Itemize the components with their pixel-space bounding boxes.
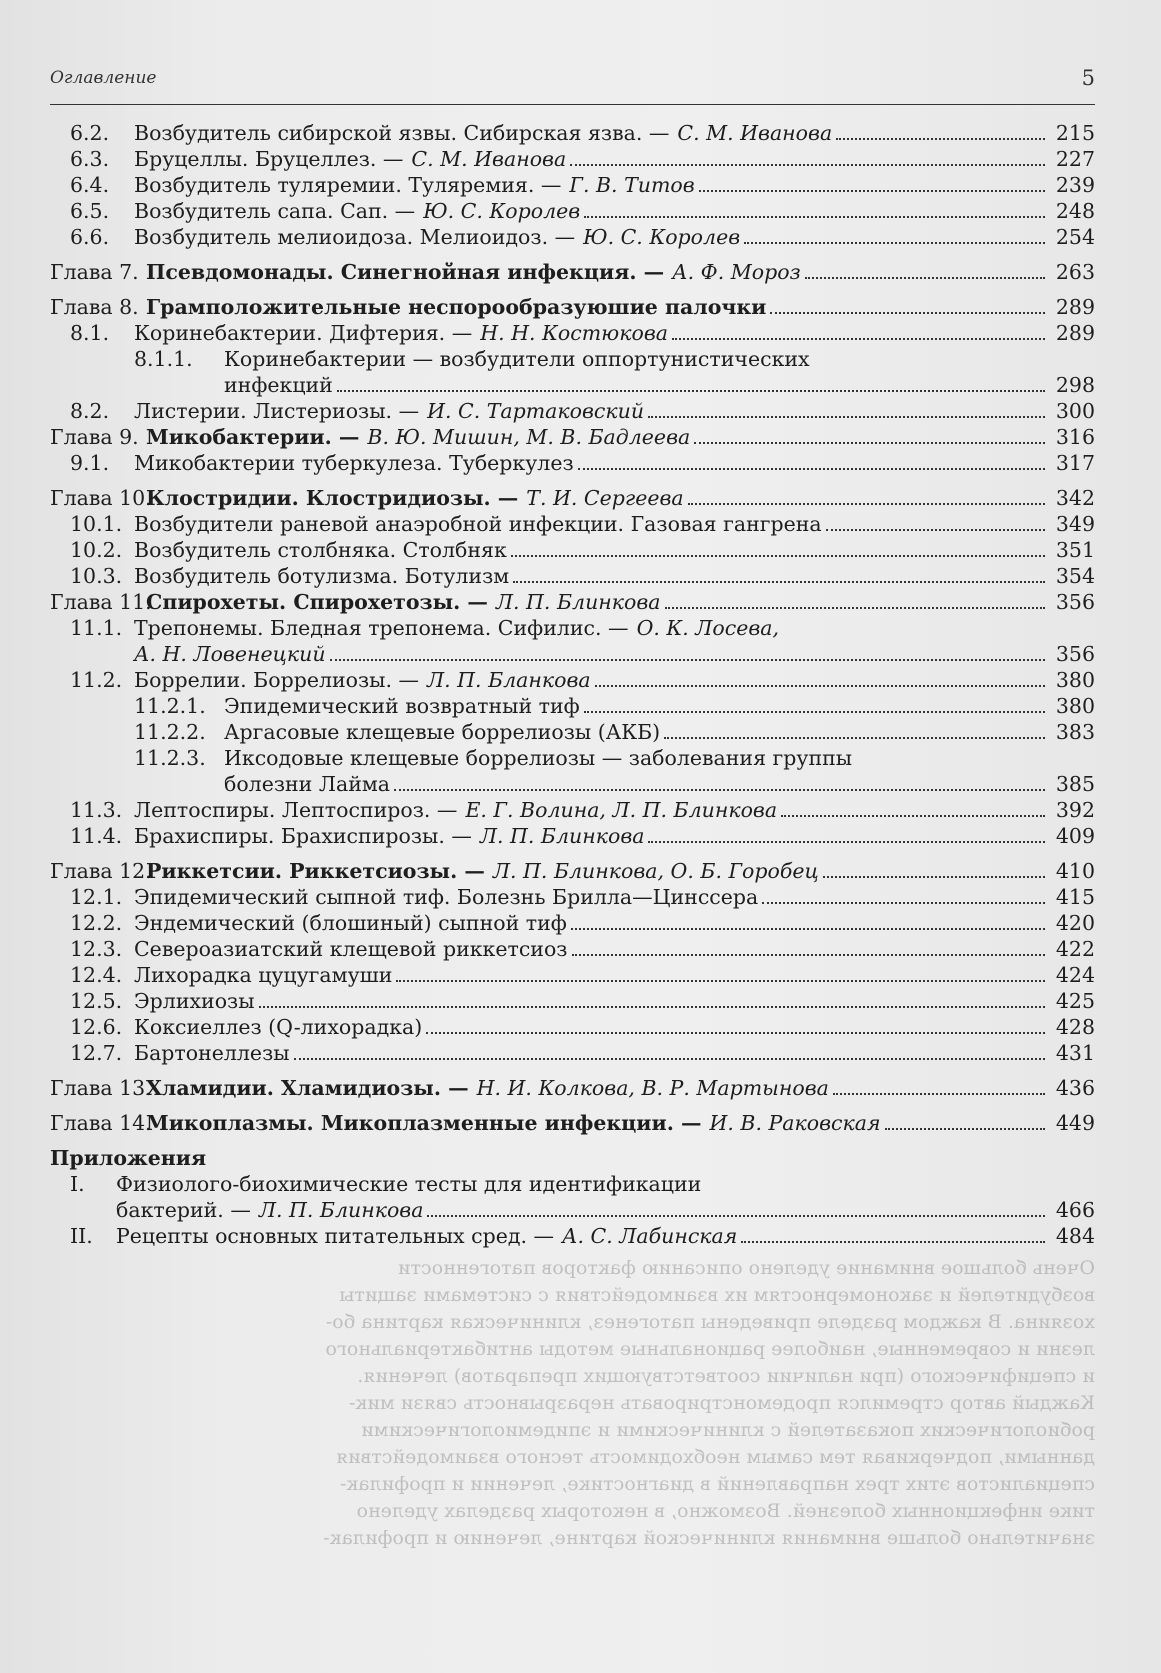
running-header-title: Оглавление	[50, 68, 157, 88]
entry-author: Л. П. Бланкова	[427, 668, 591, 692]
dot-leader	[833, 1092, 1045, 1095]
dot-leader	[330, 658, 1045, 661]
appendix-text: бактерий. —	[116, 1198, 251, 1222]
entry-title: Возбудитель ботулизма. Ботулизм	[134, 564, 510, 588]
entry-author: Н. И. Колкова, В. Р. Мартынова	[476, 1076, 829, 1100]
entry-page: 383	[1055, 720, 1095, 744]
toc-entry-row[interactable]	[50, 563, 1095, 589]
entry-number: Глава 10.	[50, 486, 152, 510]
entry-title: Лептоспиры. Лептоспироз. —	[134, 798, 458, 822]
entry-page: 289	[1055, 321, 1095, 345]
toc-entry-row[interactable]	[50, 450, 1095, 476]
toc-entry-row[interactable]	[50, 537, 1095, 563]
entry-title: Возбудитель туляремии. Туляремия. —	[134, 173, 562, 197]
entry-author: С. М. Иванова	[411, 147, 567, 171]
entry-title: Клостридии. Клостридиозы. —	[146, 486, 519, 510]
entry-number: 11.2.	[70, 668, 123, 692]
entry-title: Коринебактерии — возбудители оппортунистических	[224, 347, 810, 371]
dot-leader	[584, 710, 1045, 713]
entry-author: Н. Н. Костюкова	[480, 321, 668, 345]
entry-title: Возбудитель мелиоидоза. Мелиоидоз. —	[134, 225, 576, 249]
entry-author: В. Ю. Мишин, М. В. Бадлеева	[367, 425, 691, 449]
toc-entry-row[interactable]	[50, 511, 1095, 537]
entry-number: 6.3.	[70, 147, 110, 171]
table-of-contents	[50, 120, 1095, 1249]
dot-leader	[744, 241, 1045, 244]
entry-title: Эндемический (блошиный) сыпной тиф	[134, 911, 567, 935]
entry-number: Глава 9.	[50, 425, 139, 449]
entry-page: 356	[1055, 590, 1095, 614]
entry-number: 11.3.	[70, 798, 123, 822]
toc-chapter-row[interactable]	[50, 485, 1095, 511]
toc-chapter-row[interactable]	[50, 259, 1095, 285]
entry-author: Л. П. Блинкова	[495, 590, 661, 614]
dot-leader	[595, 684, 1045, 687]
entry-number: Глава 11.	[50, 590, 152, 614]
toc-chapter-row[interactable]	[50, 294, 1095, 320]
dot-leader	[394, 788, 1045, 791]
entry-number: 11.1.	[70, 616, 123, 640]
entry-page: 380	[1055, 694, 1095, 718]
entry-title: Боррелии. Боррелиозы. —	[134, 668, 420, 692]
toc-entry-row[interactable]	[50, 641, 1095, 667]
entry-title: Коксиеллез (Q-лихорадка)	[134, 1015, 423, 1039]
dot-leader	[648, 840, 1045, 843]
dot-leader	[426, 1031, 1045, 1034]
appendix-number: II.	[70, 1224, 93, 1248]
dot-leader	[396, 979, 1045, 982]
entry-page: 351	[1055, 538, 1095, 562]
entry-number: 12.1.	[70, 885, 123, 909]
entry-page: 424	[1055, 963, 1095, 987]
dot-leader	[259, 1005, 1045, 1008]
dot-leader	[805, 276, 1045, 279]
entry-title: Брахиспиры. Брахиспирозы. —	[134, 824, 472, 848]
dot-leader	[571, 927, 1045, 930]
dot-leader	[513, 580, 1045, 583]
appendix-author: А. С. Лабинская	[562, 1224, 738, 1248]
entry-author: С. М. Иванова	[677, 121, 833, 145]
entry-page: 436	[1055, 1076, 1095, 1100]
page-number: 5	[1081, 66, 1095, 90]
dot-leader	[578, 467, 1045, 470]
entry-page: 449	[1055, 1111, 1095, 1135]
appendix-row[interactable]	[50, 1223, 1095, 1249]
appendix-title: Приложения	[50, 1146, 207, 1170]
toc-entry-row[interactable]	[50, 667, 1095, 693]
appendix-author: Л. П. Блинкова	[258, 1198, 424, 1222]
toc-entry-row[interactable]	[50, 745, 1095, 771]
entry-title: Возбудитель сапа. Сап. —	[134, 199, 416, 223]
entry-title: Возбудитель столбняка. Столбняк	[134, 538, 507, 562]
entry-title: Возбудители раневой анаэробной инфекции. Газовая гангрена	[134, 512, 822, 536]
entry-number: Глава 13.	[50, 1076, 152, 1100]
entry-title: Риккетсии. Риккетсиозы. —	[146, 859, 485, 883]
entry-number: 12.4.	[70, 963, 123, 987]
entry-page: 356	[1055, 642, 1095, 666]
dot-leader	[762, 901, 1045, 904]
dot-leader	[427, 1214, 1045, 1217]
entry-page: 227	[1055, 147, 1095, 171]
entry-title: Трепонемы. Бледная трепонема. Сифилис. —	[134, 616, 629, 640]
dot-leader	[665, 606, 1045, 609]
entry-page: 342	[1055, 486, 1095, 510]
entry-title: Коринебактерии. Дифтерия. —	[134, 321, 473, 345]
entry-title: Листерии. Листериозы. —	[134, 399, 420, 423]
entry-title: Североазиатский клещевой риккетсиоз	[134, 937, 568, 961]
dot-leader	[694, 441, 1045, 444]
toc-chapter-row[interactable]	[50, 858, 1095, 884]
toc-entry-row[interactable]	[50, 615, 1095, 641]
entry-number: 12.3.	[70, 937, 123, 961]
entry-page: 409	[1055, 824, 1095, 848]
entry-author: И. В. Раковская	[709, 1111, 881, 1135]
entry-number: 11.2.1.	[134, 694, 206, 718]
entry-page: 298	[1055, 373, 1095, 397]
entry-title: Лихорадка цуцугамуши	[134, 963, 393, 987]
entry-page: 263	[1055, 260, 1095, 284]
entry-title: Микобактерии туберкулеза. Туберкулез	[134, 451, 574, 475]
entry-title: инфекций	[224, 373, 333, 397]
entry-title: Микоплазмы. Микоплазменные инфекции. —	[146, 1111, 702, 1135]
entry-number: 6.2.	[70, 121, 110, 145]
appendix-number: I.	[70, 1172, 85, 1196]
dot-leader	[584, 215, 1045, 218]
entry-page: 289	[1055, 295, 1095, 319]
toc-entry-row[interactable]	[50, 198, 1095, 224]
entry-title: Эпидемический сыпной тиф. Болезнь Брилла—Цинссера	[134, 885, 759, 909]
entry-number: 11.2.3.	[134, 746, 206, 770]
entry-page: 428	[1055, 1015, 1095, 1039]
entry-author: Л. П. Блинкова	[479, 824, 645, 848]
entry-title: Бартонеллезы	[134, 1041, 290, 1065]
dot-leader	[672, 337, 1045, 340]
entry-page: 420	[1055, 911, 1095, 935]
entry-page: 254	[1055, 225, 1095, 249]
entry-title: Спирохеты. Спирохетозы. —	[146, 590, 488, 614]
entry-number: 12.6.	[70, 1015, 123, 1039]
entry-number: Глава 8.	[50, 295, 139, 319]
entry-author: Т. И. Сергеева	[526, 486, 684, 510]
entry-author: Ю. С. Королев	[423, 199, 581, 223]
entry-author: Л. П. Блинкова, О. Б. Горобец	[492, 859, 819, 883]
entry-title: Бруцеллы. Бруцеллез. —	[134, 147, 404, 171]
entry-number: 6.4.	[70, 173, 110, 197]
entry-title: Микобактерии. —	[146, 425, 360, 449]
entry-number: 8.1.1.	[134, 347, 193, 371]
dot-leader	[826, 528, 1045, 531]
entry-number: 11.4.	[70, 824, 123, 848]
entry-title: болезни Лайма	[224, 772, 391, 796]
entry-page: 239	[1055, 173, 1095, 197]
entry-number: 10.2.	[70, 538, 123, 562]
entry-number: 6.5.	[70, 199, 110, 223]
entry-page: 392	[1055, 798, 1095, 822]
entry-title: Возбудитель сибирской язвы. Сибирская язва. —	[134, 121, 670, 145]
entry-number: 10.3.	[70, 564, 123, 588]
entry-title: Иксодовые клещевые боррелиозы — заболевания группы	[224, 746, 853, 770]
entry-author: А. Ф. Мороз	[672, 260, 801, 284]
entry-page: 248	[1055, 199, 1095, 223]
appendix-row[interactable]	[50, 1171, 1095, 1197]
entry-number: Глава 12.	[50, 859, 152, 883]
dot-leader	[570, 163, 1045, 166]
entry-page: 385	[1055, 772, 1095, 796]
entry-title: Эпидемический возвратный тиф	[224, 694, 580, 718]
entry-page: 425	[1055, 989, 1095, 1013]
toc-entry-row[interactable]	[50, 346, 1095, 372]
entry-page: 380	[1055, 668, 1095, 692]
toc-chapter-row[interactable]	[50, 1075, 1095, 1101]
entry-title: Грамположительные неспорообразуюшие палочки	[146, 295, 767, 319]
entry-author: А. Н. Ловенецкий	[134, 642, 326, 666]
toc-entry-row[interactable]	[50, 372, 1095, 398]
dot-leader	[294, 1057, 1045, 1060]
entry-page: 422	[1055, 937, 1095, 961]
entry-title: Аргасовые клещевые боррелиозы (АКБ)	[224, 720, 661, 744]
toc-entry-row[interactable]	[50, 962, 1095, 988]
toc-chapter-row[interactable]	[50, 589, 1095, 615]
entry-page: 354	[1055, 564, 1095, 588]
entry-number: 12.5.	[70, 989, 123, 1013]
entry-page: 215	[1055, 121, 1095, 145]
dot-leader	[688, 502, 1045, 505]
entry-page: 415	[1055, 885, 1095, 909]
appendix-title-line: Физиолого-биохимические тесты для идентификации	[116, 1172, 702, 1196]
bleed-through-text: Очень большое внимание уделено описанию факторов патогенности возбудителей и закономерностям их взаимодействия с системами защиты хозяина. В каждом разделе приведены патогенез, клиническая картина бо- лезни и современные, наиболее рациональные методы антибактериального и специфического (при наличии соответствующих препаратов) лечения. Каждый автор стремился продемонстрировать неразрывность связи мик- робиологических показателей с клиническими и эпидемиологическими данными, подчеркивая тем самым необходимость тесного взаимодействия специалистов этих трех направлений в диагностике, лечении и профилак- тике инфекционных болезней. Возможно, в некоторых разделах уделено значительно больше внимания клинической картине, лечению и профилак-	[323, 1257, 1095, 1549]
entry-number: Глава 7.	[50, 260, 139, 284]
entry-title: Хламидии. Хламидиозы. —	[146, 1076, 469, 1100]
toc-entry-row[interactable]	[50, 936, 1095, 962]
dot-leader	[648, 415, 1045, 418]
toc-entry-row[interactable]	[50, 910, 1095, 936]
appendix-page: 484	[1055, 1224, 1095, 1248]
dot-leader	[823, 875, 1045, 878]
entry-number: 12.7.	[70, 1041, 123, 1065]
toc-entry-row[interactable]	[50, 988, 1095, 1014]
toc-entry-row[interactable]	[50, 224, 1095, 250]
toc-entry-row[interactable]	[50, 693, 1095, 719]
running-header	[50, 64, 1095, 105]
toc-chapter-row[interactable]	[50, 1110, 1095, 1136]
dot-leader	[699, 189, 1045, 192]
entry-number: 9.1.	[70, 451, 110, 475]
toc-entry-row[interactable]	[50, 719, 1095, 745]
dot-leader	[664, 736, 1045, 739]
entry-author: Е. Г. Волина, Л. П. Блинкова	[465, 798, 778, 822]
toc-entry-row[interactable]	[50, 320, 1095, 346]
dot-leader	[770, 311, 1045, 314]
toc-entry-row[interactable]	[50, 1014, 1095, 1040]
toc-entry-row[interactable]	[50, 120, 1095, 146]
entry-number: Глава 14.	[50, 1111, 152, 1135]
dot-leader	[337, 389, 1045, 392]
entry-page: 431	[1055, 1041, 1095, 1065]
toc-entry-row[interactable]	[50, 771, 1095, 797]
entry-title: Эрлихиозы	[134, 989, 255, 1013]
toc-entry-row[interactable]	[50, 172, 1095, 198]
appendix-text: Рецепты основных питательных сред. —	[116, 1224, 554, 1248]
toc-entry-row[interactable]	[50, 797, 1095, 823]
toc-chapter-row[interactable]	[50, 424, 1095, 450]
toc-entry-row[interactable]	[50, 146, 1095, 172]
entry-page: 316	[1055, 425, 1095, 449]
entry-number: 11.2.2.	[134, 720, 206, 744]
entry-author: Г. В. Титов	[569, 173, 695, 197]
entry-title: Псевдомонады. Синегнойная инфекция. —	[146, 260, 665, 284]
dot-leader	[781, 814, 1045, 817]
toc-entry-row[interactable]	[50, 884, 1095, 910]
dot-leader	[741, 1240, 1045, 1243]
entry-number: 12.2.	[70, 911, 123, 935]
entry-page: 317	[1055, 451, 1095, 475]
dot-leader	[836, 137, 1045, 140]
entry-number: 8.2.	[70, 399, 110, 423]
dot-leader	[572, 953, 1046, 956]
appendix-page: 466	[1055, 1198, 1095, 1222]
toc-entry-row[interactable]	[50, 1040, 1095, 1066]
dot-leader	[885, 1127, 1045, 1130]
entry-page: 410	[1055, 859, 1095, 883]
dot-leader	[511, 554, 1045, 557]
entry-author: О. К. Лосева,	[636, 616, 780, 640]
entry-page: 349	[1055, 512, 1095, 536]
entry-number: 10.1.	[70, 512, 123, 536]
toc-entry-row[interactable]	[50, 823, 1095, 849]
toc-entry-row[interactable]	[50, 398, 1095, 424]
entry-page: 300	[1055, 399, 1095, 423]
entry-author: И. С. Тартаковский	[427, 399, 645, 423]
entry-author: Ю. С. Королев	[583, 225, 741, 249]
appendix-row[interactable]	[50, 1197, 1095, 1223]
entry-number: 6.6.	[70, 225, 110, 249]
entry-number: 8.1.	[70, 321, 110, 345]
